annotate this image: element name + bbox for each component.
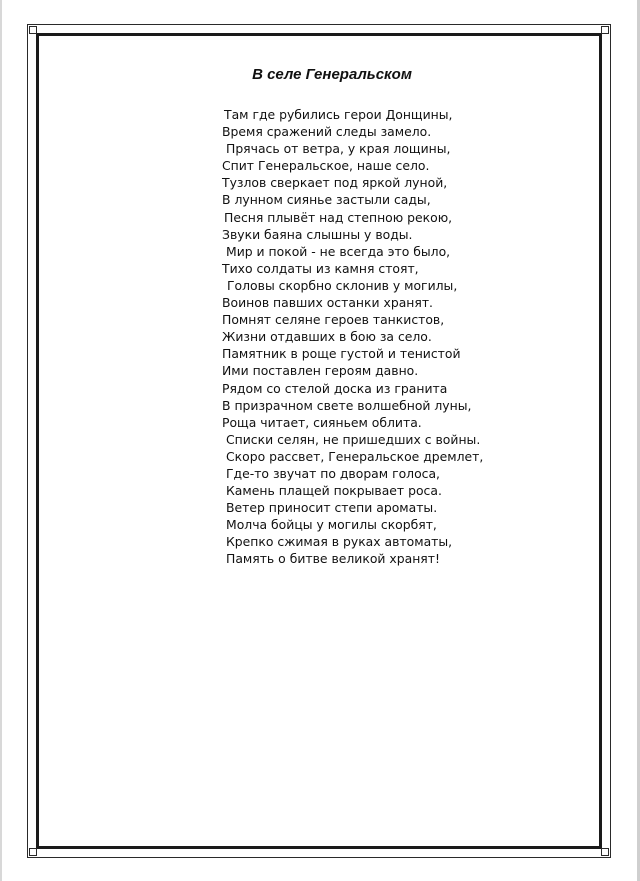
poem-line: Воинов павших останки хранят. [222,295,433,311]
poem-line: Жизни отдавших в бою за село. [222,329,432,345]
poem-line: Тихо солдаты из камня стоят, [222,260,419,276]
poem-line: Песня плывёт над степною рекою, [224,209,453,225]
poem-line: Где-то звучат по дворам голоса, [226,465,440,481]
frame-corner-ornament [29,26,37,34]
poem-line: Память о битве великой хранят! [226,551,440,567]
poem-line: Там где рубились герои Донщины, [224,107,453,122]
frame-corner-ornament [29,848,37,856]
poem-line: Головы скорбно склонив у могилы, [227,277,458,293]
poem-line: Крепко сжимая в руках автоматы, [226,534,453,550]
poem-line: Спит Генеральское, наше село. [222,158,430,174]
poem-line: Скоро рассвет, Генеральское дремлет, [226,448,484,464]
poem-line: Памятник в роще густой и тенистой [222,346,461,362]
poem-line: Молча бойцы у могилы скорбят, [226,517,437,533]
poem-title: В селе Генеральском [252,66,412,83]
poem-line: Тузлов сверкает под яркой луной, [222,175,448,191]
poem-line: Ими поставлен героям давно. [222,363,419,379]
poem-line: Звуки баяна слышны у воды. [222,226,413,242]
poem-line: В призрачном свете волшебной луны, [222,397,472,413]
poem-line: Рядом со стелой доска из гранита [222,380,448,396]
poem-line: Камень плащей покрывает роса. [226,483,442,499]
poem-line: Мир и покой - не всегда это было, [226,243,451,259]
poem-line: Списки селян, не пришедших с войны. [226,431,481,447]
poem-line: Прячась от ветра, у края лощины, [226,141,451,157]
frame-corner-ornament [601,26,609,34]
frame-corner-ornament [601,848,609,856]
poem-text [222,106,522,568]
poem-line: В лунном сиянье застыли сады, [222,192,431,208]
poem-line: Роща читает, сияньем облита. [222,414,422,430]
scan-edge-left [0,0,2,881]
poem-line: Время сражений следы замело. [222,124,432,140]
poem-line: Ветер приносит степи ароматы. [226,500,438,516]
poem-line: Помнят селяне героев танкистов, [222,312,445,328]
